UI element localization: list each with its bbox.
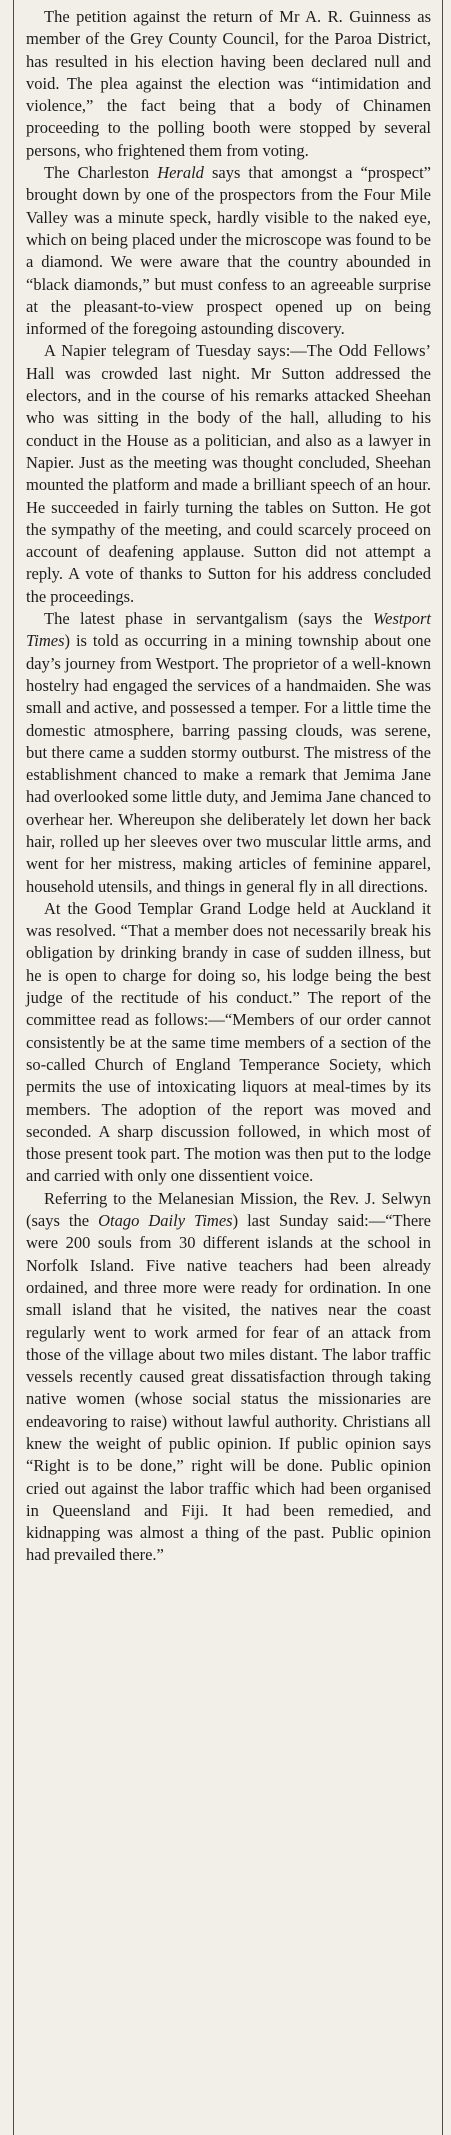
publication-name: Westport Times [26, 609, 431, 651]
paragraph-text: says that amongst a “prospect” brought down by one of the prospectors from the Four Mile Valley was a minute speck, hardly visible to the naked eye, which on being placed under the microscope was found to be a diamond. We were aware that the country abounded in “black diamonds,” but must confess to an agreeable surprise at the pleasant-to-view prospect opened up on being informed of the foregoing astounding discovery. [26, 163, 431, 339]
article-paragraph [26, 6, 431, 162]
paragraph-text: A Napier telegram of Tuesday says:—The Odd Fellows’ Hall was crowded last night. Mr Sutton addressed the electors, and in the course of his remarks attacked Sheehan who was sitting in the body of the hall, alluding to his conduct in the House as a politician, and also as a lawyer in Napier. Just as the meeting was thought concluded, Sheehan mounted the platform and made a brilliant speech of an hour. He succeeded in fairly turning the tables on Sutton. He got the sympathy of the meeting, and could scarcely proceed on account of deafening applause. Sutton did not attempt a reply. A vote of thanks to Sutton for his address concluded the proceedings. [26, 341, 431, 606]
column-rule-right [442, 0, 443, 2135]
paragraph-text: The Charleston [44, 163, 158, 183]
article-paragraph [26, 1188, 431, 1567]
article-paragraph [26, 340, 431, 608]
paragraph-text: Referring to the Melanesian Mission, the Rev. J. Selwyn (says the [26, 1188, 431, 1231]
article-body [26, 6, 431, 1567]
paragraph-text: At the Good Templar Grand Lodge held at Auckland it was resolved. “That a member does not necessarily break his obligation by drinking brandy in case of sudden illness, but he is open to charge for doing so, his lodge being the best judge of the rectitude of his conduct.” The report of the committee read as follows:—“Members of our order cannot consistently be at the same time members of a section of the so-called Church of England Temperance Society, which permits the use of intoxicating liquors at meal-times by its members. The adoption of the report was moved and seconded. A sharp discussion followed, in which most of those present took part. The motion was then put to the lodge and carried with only one dissentient voice. [26, 898, 431, 1186]
paragraph-text: The latest phase in servantgalism (says the [44, 609, 373, 629]
paragraph-text: ) last Sunday said:—“There were 200 souls from 30 different islands at the school in Norfolk Island. Five native teachers had been already ordained, and three more were ready for ordination. In one small island that he visited, the natives near the coast regularly went to work armed for fear of an attack from those of the village about two miles distant. The labor traffic vessels recently caused great dissatisfaction through taking native women (whose social status the missionaries are endeavoring to raise) without lawful authority. Christians all knew the weight of public opinion. If public opinion says “Right is to be done,” right will be done. Public opinion cried out against the labor traffic which had been organised in Queensland and Fiji. It had been remedied, and kidnapping was almost a thing of the past. Public opinion had prevailed there.” [26, 1211, 431, 1565]
paragraph-text: ) is told as occurring in a mining township about one day’s journey from Westport. The proprietor of a well-known hostelry had engaged the services of a handmaiden. She was small and active, and possessed a temper. For a little time the domestic atmosphere, barring passing clouds, was serene, but there came a sudden stormy outburst. The mistress of the establishment chanced to make a remark that Jemima Jane had overlooked some little duty, and Jemima Jane chanced to overhear her. Whereupon she deliberately let down her back hair, rolled up her sleeves over two muscular little arms, and went for her mistress, making articles of feminine apparel, household utensils, and things in general fly in all directions. [26, 631, 431, 896]
publication-name: Herald [157, 163, 204, 183]
publication-name: Otago Daily Times [98, 1211, 233, 1231]
paragraph-text: The petition against the return of Mr A. R. Guinness as member of the Grey County Council, for the Paroa District, has resulted in his election having been declared null and void. The plea against the election was “intimidation and violence,” the fact being that a body of Chinamen proceeding to the polling booth were stopped by several persons, who frightened them from voting. [26, 7, 431, 160]
article-paragraph [26, 898, 431, 1188]
column-rule-left [13, 0, 14, 2135]
article-paragraph [26, 608, 431, 898]
article-paragraph [26, 162, 431, 340]
